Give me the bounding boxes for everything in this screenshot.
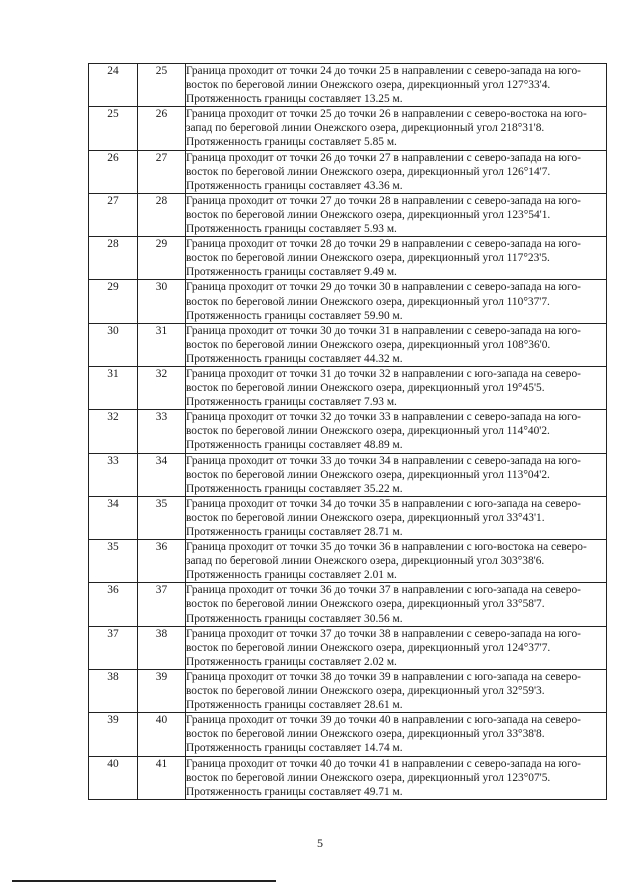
start-point-cell: 31 (89, 366, 138, 409)
footer-rule (12, 880, 276, 882)
start-point-cell: 28 (89, 237, 138, 280)
start-point-cell: 34 (89, 496, 138, 539)
boundary-description-cell: Граница проходит от точки 38 до точки 39 в направлении с юго-запада на северо-восток по береговой линии Онежского озера, дирекционный угол 32°59'3. Протяженность границы составляет 28.61 м. (186, 669, 607, 712)
page-number: 5 (317, 836, 323, 850)
end-point-cell: 28 (138, 193, 186, 236)
table-row (89, 756, 607, 799)
table-row (89, 366, 607, 409)
end-point-cell: 39 (138, 669, 186, 712)
end-point-cell: 29 (138, 237, 186, 280)
table-row (89, 64, 607, 107)
boundary-description-cell: Граница проходит от точки 25 до точки 26 в направлении с северо-востока на юго-запад по береговой линии Онежского озера, дирекционный угол 218°31'8. Протяженность границы составляет 5.85 м. (186, 107, 607, 150)
start-point-cell: 39 (89, 713, 138, 756)
end-point-cell: 27 (138, 150, 186, 193)
table-row (89, 237, 607, 280)
end-point-cell: 30 (138, 280, 186, 323)
table-row (89, 540, 607, 583)
start-point-cell: 37 (89, 626, 138, 669)
boundary-table (88, 63, 607, 800)
start-point-cell: 36 (89, 583, 138, 626)
boundary-description-cell: Граница проходит от точки 24 до точки 25 в направлении с северо-запада на юго-восток по береговой линии Онежского озера, дирекционный угол 127°33'4. Протяженность границы составляет 13.25 м. (186, 64, 607, 107)
end-point-cell: 40 (138, 713, 186, 756)
start-point-cell: 24 (89, 64, 138, 107)
end-point-cell: 35 (138, 496, 186, 539)
boundary-description-cell: Граница проходит от точки 37 до точки 38 в направлении с северо-запада на юго-восток по береговой линии Онежского озера, дирекционный угол 124°37'7. Протяженность границы составляет 2.02 м. (186, 626, 607, 669)
start-point-cell: 35 (89, 540, 138, 583)
boundary-description-cell: Граница проходит от точки 29 до точки 30 в направлении с северо-запада на юго-восток по береговой линии Онежского озера, дирекционный угол 110°37'7. Протяженность границы составляет 59.90 м. (186, 280, 607, 323)
table-row (89, 713, 607, 756)
boundary-description-cell: Граница проходит от точки 36 до точки 37 в направлении с юго-запада на северо-восток по береговой линии Онежского озера, дирекционный угол 33°58'7. Протяженность границы составляет 30.56 м. (186, 583, 607, 626)
boundary-description-cell: Граница проходит от точки 26 до точки 27 в направлении с северо-запада на юго-восток по береговой линии Онежского озера, дирекционный угол 126°14'7. Протяженность границы составляет 43.36 м. (186, 150, 607, 193)
start-point-cell: 26 (89, 150, 138, 193)
end-point-cell: 34 (138, 453, 186, 496)
end-point-cell: 25 (138, 64, 186, 107)
start-point-cell: 33 (89, 453, 138, 496)
table-row (89, 280, 607, 323)
table-row (89, 669, 607, 712)
end-point-cell: 36 (138, 540, 186, 583)
boundary-description-cell: Граница проходит от точки 30 до точки 31 в направлении с северо-запада на юго-восток по береговой линии Онежского озера, дирекционный угол 108°36'0. Протяженность границы составляет 44.32 м. (186, 323, 607, 366)
table-row (89, 107, 607, 150)
table-row (89, 193, 607, 236)
end-point-cell: 26 (138, 107, 186, 150)
table-row (89, 410, 607, 453)
end-point-cell: 33 (138, 410, 186, 453)
boundary-description-cell: Граница проходит от точки 34 до точки 35 в направлении с юго-запада на северо-восток по береговой линии Онежского озера, дирекционный угол 33°43'1. Протяженность границы составляет 28.71 м. (186, 496, 607, 539)
boundary-description-cell: Граница проходит от точки 31 до точки 32 в направлении с юго-запада на северо-восток по береговой линии Онежского озера, дирекционный угол 19°45'5. Протяженность границы составляет 7.93 м. (186, 366, 607, 409)
boundary-description-cell: Граница проходит от точки 28 до точки 29 в направлении с северо-запада на юго-восток по береговой линии Онежского озера, дирекционный угол 117°23'5. Протяженность границы составляет 9.49 м. (186, 237, 607, 280)
table-row (89, 626, 607, 669)
end-point-cell: 41 (138, 756, 186, 799)
boundary-description-cell: Граница проходит от точки 32 до точки 33 в направлении с северо-запада на юго-восток по береговой линии Онежского озера, дирекционный угол 114°40'2. Протяженность границы составляет 48.89 м. (186, 410, 607, 453)
boundary-description-cell: Граница проходит от точки 33 до точки 34 в направлении с северо-запада на юго-восток по береговой линии Онежского озера, дирекционный угол 113°04'2. Протяженность границы составляет 35.22 м. (186, 453, 607, 496)
end-point-cell: 31 (138, 323, 186, 366)
table-row (89, 583, 607, 626)
start-point-cell: 29 (89, 280, 138, 323)
table-row (89, 453, 607, 496)
start-point-cell: 27 (89, 193, 138, 236)
start-point-cell: 40 (89, 756, 138, 799)
end-point-cell: 32 (138, 366, 186, 409)
start-point-cell: 25 (89, 107, 138, 150)
start-point-cell: 32 (89, 410, 138, 453)
end-point-cell: 38 (138, 626, 186, 669)
table-row (89, 150, 607, 193)
boundary-description-cell: Граница проходит от точки 39 до точки 40 в направлении с юго-запада на северо-восток по береговой линии Онежского озера, дирекционный угол 33°38'8. Протяженность границы составляет 14.74 м. (186, 713, 607, 756)
start-point-cell: 30 (89, 323, 138, 366)
start-point-cell: 38 (89, 669, 138, 712)
end-point-cell: 37 (138, 583, 186, 626)
boundary-description-cell: Граница проходит от точки 35 до точки 36 в направлении с юго-востока на северо-запад по береговой линии Онежского озера, дирекционный угол 303°38'6. Протяженность границы составляет 2.01 м. (186, 540, 607, 583)
boundary-table-body (89, 64, 607, 800)
table-row (89, 496, 607, 539)
boundary-description-cell: Граница проходит от точки 40 до точки 41 в направлении с северо-запада на юго-восток по береговой линии Онежского озера, дирекционный угол 123°07'5. Протяженность границы составляет 49.71 м. (186, 756, 607, 799)
table-row (89, 323, 607, 366)
boundary-description-cell: Граница проходит от точки 27 до точки 28 в направлении с северо-запада на юго-восток по береговой линии Онежского озера, дирекционный угол 123°54'1. Протяженность границы составляет 5.93 м. (186, 193, 607, 236)
